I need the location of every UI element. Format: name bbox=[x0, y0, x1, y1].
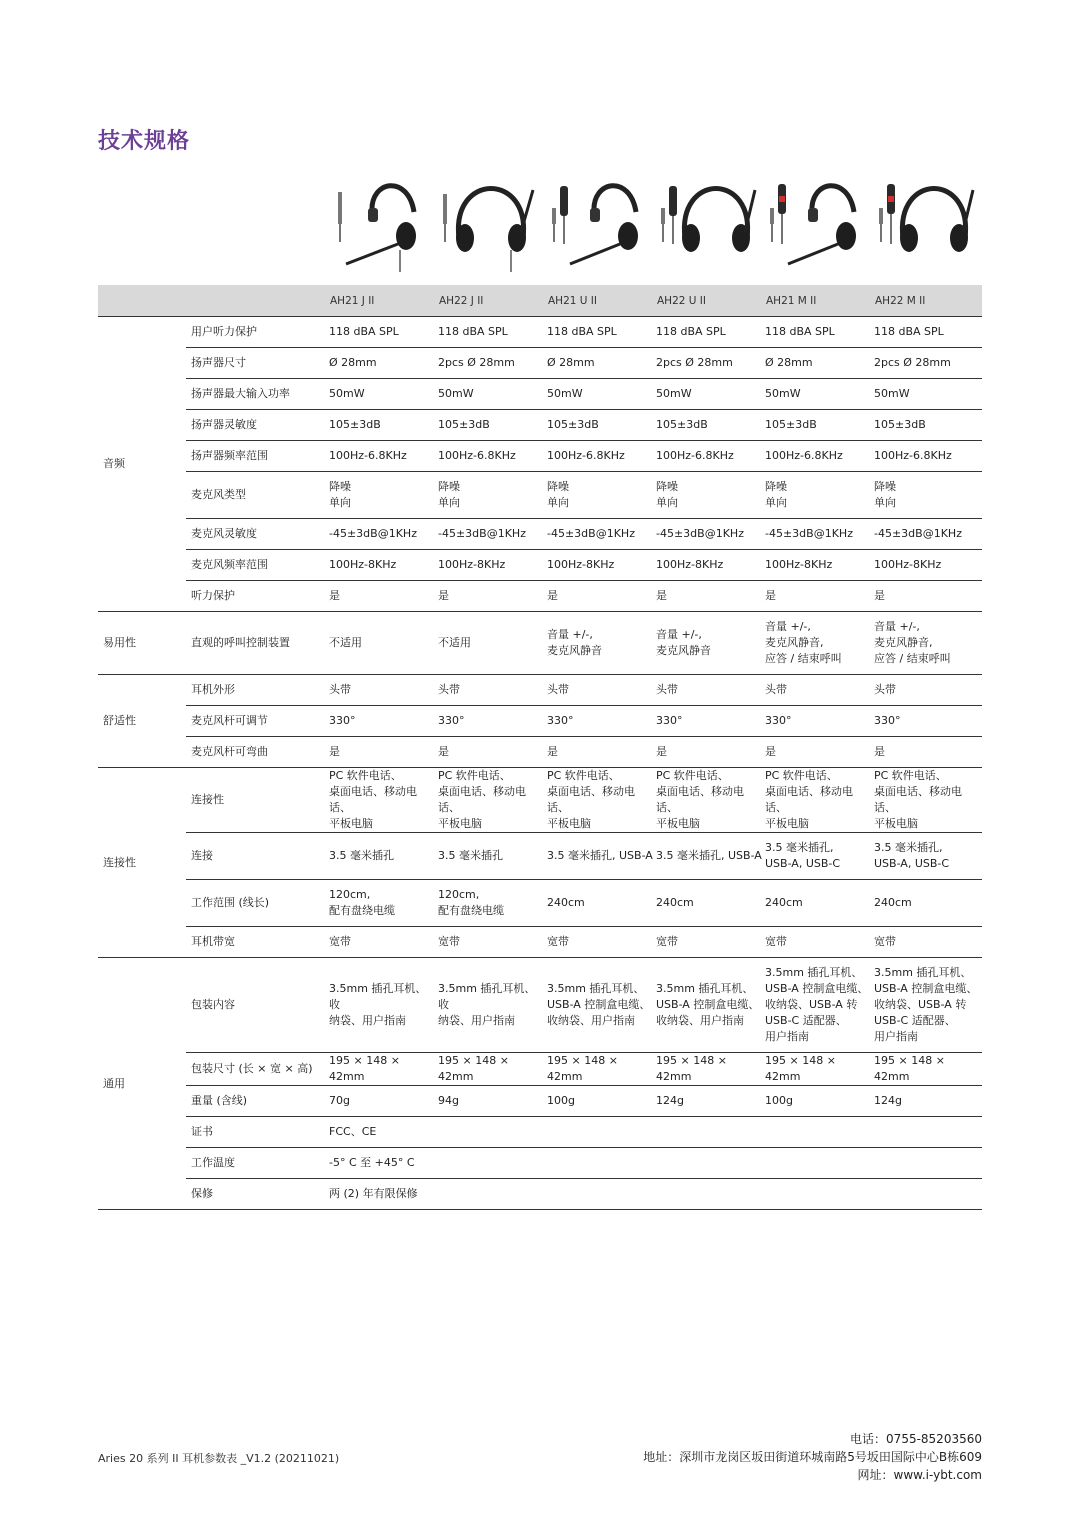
spec-value: 100Hz-8KHz bbox=[764, 550, 873, 581]
spec-value: 100Hz-6.8KHz bbox=[764, 441, 873, 472]
spec-value: 两 (2) 年有限保修 bbox=[328, 1179, 982, 1210]
spec-value: 降噪 单向 bbox=[655, 472, 764, 519]
table-row bbox=[98, 550, 982, 581]
spec-value: 头带 bbox=[873, 675, 982, 706]
spec-value: -45±3dB@1KHz bbox=[437, 519, 546, 550]
spec-value: 头带 bbox=[437, 675, 546, 706]
spec-value: 330° bbox=[873, 706, 982, 737]
header-blank bbox=[186, 285, 328, 317]
spec-label: 麦克风杆可调节 bbox=[186, 706, 328, 737]
spec-value: 头带 bbox=[764, 675, 873, 706]
spec-value: PC 软件电话、 桌面电话、移动电话、 平板电脑 bbox=[437, 768, 546, 833]
document-title: Aries 20 系列 II 耳机参数表 _V1.2 (20211021) bbox=[98, 1452, 340, 1465]
headset-image-ah21-j bbox=[328, 172, 437, 276]
spec-value: 100Hz-8KHz bbox=[328, 550, 437, 581]
spec-table bbox=[98, 285, 982, 1210]
spec-value: -5° C 至 +45° C bbox=[328, 1148, 982, 1179]
model-header: AH21 U II bbox=[546, 285, 655, 317]
spec-value: 降噪 单向 bbox=[437, 472, 546, 519]
spec-label: 保修 bbox=[186, 1179, 328, 1210]
spec-value: 105±3dB bbox=[764, 410, 873, 441]
spec-label: 连接性 bbox=[186, 768, 328, 833]
spec-value: 118 dBA SPL bbox=[437, 317, 546, 348]
spec-value: 3.5mm 插孔耳机、 USB-A 控制盒电缆、 收纳袋、用户指南 bbox=[655, 958, 764, 1053]
section-name: 音频 bbox=[98, 317, 186, 612]
spec-label: 证书 bbox=[186, 1117, 328, 1148]
spec-label: 工作温度 bbox=[186, 1148, 328, 1179]
spec-value: 降噪 单向 bbox=[764, 472, 873, 519]
spec-label: 工作范围 (线长) bbox=[186, 880, 328, 927]
spec-value: 3.5 毫米插孔 bbox=[328, 833, 437, 880]
spec-value: -45±3dB@1KHz bbox=[655, 519, 764, 550]
spec-value: 195 × 148 × 42mm bbox=[546, 1053, 655, 1086]
model-header: AH21 M II bbox=[764, 285, 873, 317]
spec-value: 100Hz-6.8KHz bbox=[873, 441, 982, 472]
table-header-row bbox=[98, 285, 982, 317]
spec-label: 包装内容 bbox=[186, 958, 328, 1053]
spec-value: 宽带 bbox=[873, 927, 982, 958]
header-blank bbox=[98, 285, 186, 317]
website-text: 网址：www.i-ybt.com bbox=[857, 1468, 982, 1482]
spec-value: 3.5 毫米插孔 bbox=[437, 833, 546, 880]
spec-value: 音量 +/-, 麦克风静音 bbox=[546, 612, 655, 675]
spec-value: 是 bbox=[546, 581, 655, 612]
spec-value: 宽带 bbox=[655, 927, 764, 958]
spec-value: 3.5mm 插孔耳机、 USB-A 控制盒电缆、 收纳袋、USB-A 转 USB-C 适配器、 用户指南 bbox=[764, 958, 873, 1053]
spec-value: 330° bbox=[546, 706, 655, 737]
spec-label: 连接 bbox=[186, 833, 328, 880]
spec-value: 70g bbox=[328, 1086, 437, 1117]
spec-value: 330° bbox=[437, 706, 546, 737]
spec-label: 麦克风灵敏度 bbox=[186, 519, 328, 550]
table-row bbox=[98, 472, 982, 519]
table-row bbox=[98, 1179, 982, 1210]
spec-value: 是 bbox=[328, 737, 437, 768]
spec-value: 124g bbox=[655, 1086, 764, 1117]
spec-value: 240cm bbox=[764, 880, 873, 927]
spec-value: 118 dBA SPL bbox=[546, 317, 655, 348]
section-name: 连接性 bbox=[98, 768, 186, 958]
spec-value: 3.5 毫米插孔, USB-A bbox=[546, 833, 655, 880]
spec-value: 是 bbox=[437, 737, 546, 768]
spec-value: 3.5 毫米插孔, USB-A, USB-C bbox=[764, 833, 873, 880]
spec-label: 扬声器频率范围 bbox=[186, 441, 328, 472]
spec-value: 240cm bbox=[546, 880, 655, 927]
table-row bbox=[98, 833, 982, 880]
model-header: AH22 U II bbox=[655, 285, 764, 317]
spec-value: 100Hz-6.8KHz bbox=[655, 441, 764, 472]
spec-value: 100g bbox=[546, 1086, 655, 1117]
table-row bbox=[98, 737, 982, 768]
spec-value: PC 软件电话、 桌面电话、移动电话、 平板电脑 bbox=[655, 768, 764, 833]
spec-value: 是 bbox=[655, 581, 764, 612]
section-name: 通用 bbox=[98, 958, 186, 1210]
spec-value: 195 × 148 × 42mm bbox=[437, 1053, 546, 1086]
spec-value: PC 软件电话、 桌面电话、移动电话、 平板电脑 bbox=[764, 768, 873, 833]
spec-value: 118 dBA SPL bbox=[328, 317, 437, 348]
spec-value: 50mW bbox=[546, 379, 655, 410]
spec-value: 330° bbox=[764, 706, 873, 737]
model-header: AH22 M II bbox=[873, 285, 982, 317]
spec-value: 2pcs Ø 28mm bbox=[437, 348, 546, 379]
spec-label: 直观的呼叫控制装置 bbox=[186, 612, 328, 675]
table-row bbox=[98, 706, 982, 737]
spec-value: 音量 +/-, 麦克风静音 bbox=[655, 612, 764, 675]
spec-value: Ø 28mm bbox=[546, 348, 655, 379]
table-row bbox=[98, 880, 982, 927]
spec-value: 2pcs Ø 28mm bbox=[873, 348, 982, 379]
headset-image-ah21-m bbox=[764, 172, 873, 276]
spec-value: 宽带 bbox=[437, 927, 546, 958]
table-row bbox=[98, 675, 982, 706]
spec-value: 头带 bbox=[546, 675, 655, 706]
spec-value: 3.5 毫米插孔, USB-A bbox=[655, 833, 764, 880]
spec-value: 330° bbox=[655, 706, 764, 737]
section-name: 舒适性 bbox=[98, 675, 186, 768]
contact-info bbox=[643, 1430, 982, 1484]
spec-value: 118 dBA SPL bbox=[873, 317, 982, 348]
spec-value: 100Hz-8KHz bbox=[437, 550, 546, 581]
page-title: 技术规格 bbox=[98, 129, 191, 154]
spec-value: 是 bbox=[546, 737, 655, 768]
spec-value: 50mW bbox=[873, 379, 982, 410]
spec-label: 重量 (含线) bbox=[186, 1086, 328, 1117]
spec-value: -45±3dB@1KHz bbox=[764, 519, 873, 550]
table-row bbox=[98, 958, 982, 1053]
spec-value: 是 bbox=[873, 737, 982, 768]
spec-value: 120cm, 配有盘绕电缆 bbox=[328, 880, 437, 927]
spec-value: 50mW bbox=[437, 379, 546, 410]
spec-value: 118 dBA SPL bbox=[655, 317, 764, 348]
spec-value: 105±3dB bbox=[437, 410, 546, 441]
spec-label: 扬声器尺寸 bbox=[186, 348, 328, 379]
spec-value: 94g bbox=[437, 1086, 546, 1117]
spec-value: 是 bbox=[764, 737, 873, 768]
spec-value: 195 × 148 × 42mm bbox=[328, 1053, 437, 1086]
spec-value: 100Hz-8KHz bbox=[655, 550, 764, 581]
table-row bbox=[98, 1086, 982, 1117]
spec-value: 3.5mm 插孔耳机、 USB-A 控制盒电缆、 收纳袋、用户指南 bbox=[546, 958, 655, 1053]
spec-label: 扬声器灵敏度 bbox=[186, 410, 328, 441]
spec-value: 降噪 单向 bbox=[873, 472, 982, 519]
spec-value: 50mW bbox=[328, 379, 437, 410]
spec-value: 是 bbox=[764, 581, 873, 612]
phone-text: 电话：0755-85203560 bbox=[850, 1432, 982, 1446]
spec-value: 是 bbox=[437, 581, 546, 612]
spec-value: 100Hz-8KHz bbox=[873, 550, 982, 581]
spec-value: 宽带 bbox=[546, 927, 655, 958]
spec-value: -45±3dB@1KHz bbox=[546, 519, 655, 550]
spec-value: 音量 +/-, 麦克风静音, 应答 / 结束呼叫 bbox=[764, 612, 873, 675]
spec-value: 宽带 bbox=[764, 927, 873, 958]
spec-value: 3.5mm 插孔耳机、收 纳袋、用户指南 bbox=[328, 958, 437, 1053]
table-row bbox=[98, 317, 982, 348]
spec-value: 240cm bbox=[655, 880, 764, 927]
spec-value: 105±3dB bbox=[328, 410, 437, 441]
spec-value: 降噪 单向 bbox=[546, 472, 655, 519]
spec-value: PC 软件电话、 桌面电话、移动电话、 平板电脑 bbox=[328, 768, 437, 833]
spec-value: 50mW bbox=[764, 379, 873, 410]
spec-value: 3.5mm 插孔耳机、 USB-A 控制盒电缆、 收纳袋、USB-A 转 USB-C 适配器、 用户指南 bbox=[873, 958, 982, 1053]
table-row bbox=[98, 410, 982, 441]
spec-value: 118 dBA SPL bbox=[764, 317, 873, 348]
table-row bbox=[98, 1117, 982, 1148]
spec-label: 包装尺寸 (长 × 宽 × 高) bbox=[186, 1053, 328, 1086]
product-images bbox=[328, 172, 982, 276]
section-name: 易用性 bbox=[98, 612, 186, 675]
model-header: AH22 J II bbox=[437, 285, 546, 317]
spec-value: FCC、CE bbox=[328, 1117, 982, 1148]
spec-label: 麦克风类型 bbox=[186, 472, 328, 519]
spec-value: 50mW bbox=[655, 379, 764, 410]
spec-label: 麦克风杆可弯曲 bbox=[186, 737, 328, 768]
spec-value: Ø 28mm bbox=[328, 348, 437, 379]
table-row bbox=[98, 612, 982, 675]
spec-label: 听力保护 bbox=[186, 581, 328, 612]
spec-value: 100g bbox=[764, 1086, 873, 1117]
spec-value: 是 bbox=[655, 737, 764, 768]
spec-value: 3.5mm 插孔耳机、收 纳袋、用户指南 bbox=[437, 958, 546, 1053]
spec-value: Ø 28mm bbox=[764, 348, 873, 379]
spec-value: 是 bbox=[873, 581, 982, 612]
headset-image-ah22-u bbox=[655, 172, 764, 276]
spec-value: 不适用 bbox=[437, 612, 546, 675]
model-header: AH21 J II bbox=[328, 285, 437, 317]
table-row bbox=[98, 1053, 982, 1086]
spec-label: 耳机外形 bbox=[186, 675, 328, 706]
spec-value: 音量 +/-, 麦克风静音, 应答 / 结束呼叫 bbox=[873, 612, 982, 675]
spec-value: 330° bbox=[328, 706, 437, 737]
spec-value: 120cm, 配有盘绕电缆 bbox=[437, 880, 546, 927]
spec-value: 100Hz-6.8KHz bbox=[546, 441, 655, 472]
spec-value: PC 软件电话、 桌面电话、移动电话、 平板电脑 bbox=[873, 768, 982, 833]
spec-value: 100Hz-8KHz bbox=[546, 550, 655, 581]
address-text: 地址：深圳市龙岗区坂田街道环城南路5号坂田国际中心B栋609 bbox=[643, 1450, 982, 1464]
table-row bbox=[98, 927, 982, 958]
headset-image-ah21-u bbox=[546, 172, 655, 276]
headset-image-ah22-m bbox=[873, 172, 982, 276]
spec-value: 240cm bbox=[873, 880, 982, 927]
table-row bbox=[98, 379, 982, 410]
spec-value: 100Hz-6.8KHz bbox=[437, 441, 546, 472]
spec-value: -45±3dB@1KHz bbox=[873, 519, 982, 550]
table-row bbox=[98, 768, 982, 833]
spec-label: 用户听力保护 bbox=[186, 317, 328, 348]
spec-value: 195 × 148 × 42mm bbox=[764, 1053, 873, 1086]
spec-value: 105±3dB bbox=[546, 410, 655, 441]
table-row bbox=[98, 348, 982, 379]
spec-value: 195 × 148 × 42mm bbox=[655, 1053, 764, 1086]
spec-value: PC 软件电话、 桌面电话、移动电话、 平板电脑 bbox=[546, 768, 655, 833]
spec-value: 100Hz-6.8KHz bbox=[328, 441, 437, 472]
spec-value: -45±3dB@1KHz bbox=[328, 519, 437, 550]
table-row bbox=[98, 441, 982, 472]
spec-value: 105±3dB bbox=[655, 410, 764, 441]
headset-image-ah22-j bbox=[437, 172, 546, 276]
spec-label: 耳机带宽 bbox=[186, 927, 328, 958]
spec-value: 3.5 毫米插孔, USB-A, USB-C bbox=[873, 833, 982, 880]
spec-label: 麦克风频率范围 bbox=[186, 550, 328, 581]
spec-value: 宽带 bbox=[328, 927, 437, 958]
spec-value: 头带 bbox=[655, 675, 764, 706]
spec-value: 124g bbox=[873, 1086, 982, 1117]
spec-value: 2pcs Ø 28mm bbox=[655, 348, 764, 379]
spec-value: 是 bbox=[328, 581, 437, 612]
spec-value: 头带 bbox=[328, 675, 437, 706]
table-row bbox=[98, 1148, 982, 1179]
spec-value: 降噪 单向 bbox=[328, 472, 437, 519]
table-row bbox=[98, 519, 982, 550]
spec-value: 105±3dB bbox=[873, 410, 982, 441]
spec-label: 扬声器最大输入功率 bbox=[186, 379, 328, 410]
table-row bbox=[98, 581, 982, 612]
spec-value: 195 × 148 × 42mm bbox=[873, 1053, 982, 1086]
spec-value: 不适用 bbox=[328, 612, 437, 675]
